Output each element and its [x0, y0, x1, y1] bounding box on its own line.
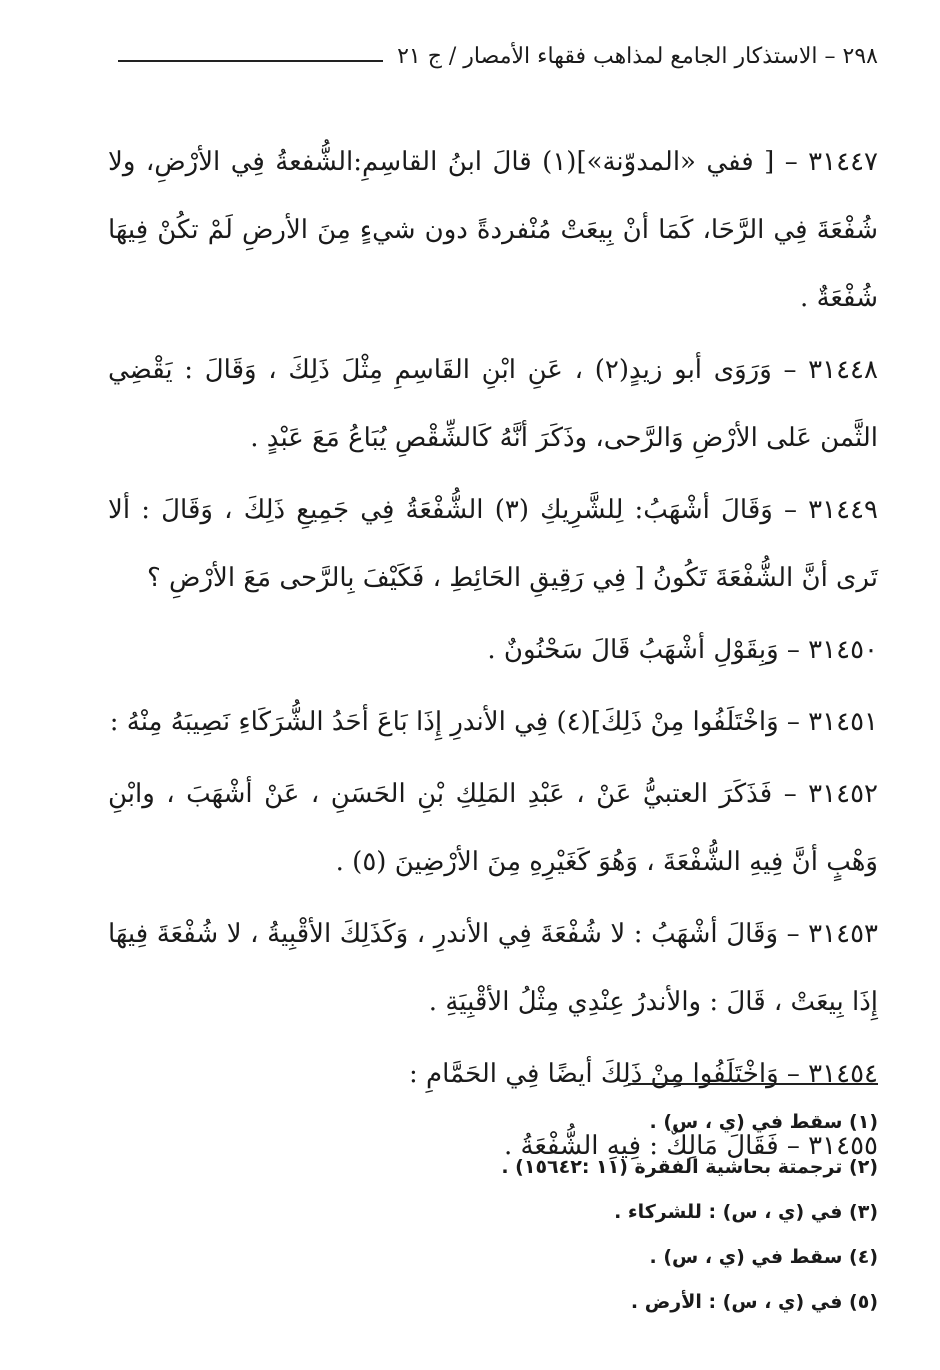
- page-header: [118, 36, 878, 76]
- paragraph-31455: ٣١٤٥٥ – فَقَالَ مَالِكٌ : فِيهِ الشُّفْعَةُ .: [504, 1131, 878, 1161]
- paragraph-31452: ٣١٤٥٢ – فَذَكَرَ العتبيُّ عَنْ ، عَبْدِ المَلِكِ بْنِ الحَسَنِ ، عَنْ أشْهَبَ ، وابْنِ وَهْبٍ أنَّ فِيهِ الشُّفْعَةَ ، وَهُوَ كَغَيْرِهِ مِنَ الأرْضِينَ (٥) .: [108, 779, 878, 877]
- paragraph-31451: ٣١٤٥١ – وَاخْتَلَفُوا مِنْ ذَلِكَ](٤) فِي الأندرِ إِذَا بَاعَ أحَدُ الشُّرَكَاءِ نَصِيبَهُ مِنْهُ :: [109, 707, 878, 737]
- footnote-3: (٣) في (ي ، س) : للشركاء .: [614, 1201, 878, 1223]
- header-rule: [118, 60, 383, 62]
- footnote-1: (١) سقط في (ي ، س) .: [649, 1111, 878, 1133]
- footnote-2: (٢) ترجمتة بحاشية الفقرة (١١ :١٥٦٤٢) .: [501, 1156, 878, 1178]
- paragraph-31453: ٣١٤٥٣ – وَقَالَ أشْهَبُ : لا شُفْعَةَ فِي الأندرِ ، وَكَذَلِكَ الأقْبِيةُ ، لا شُفْعَةَ فِيهَا إِذَا بِيعَتْ ، قَالَ : والأندرُ عِنْدِي مِثْلُ الأقْبِيَةِ .: [108, 919, 878, 1017]
- footnotes: [108, 1100, 878, 1325]
- footnote-5: (٥) في (ي ، س) : الأرض .: [630, 1291, 878, 1313]
- main-text: [108, 128, 878, 1184]
- paragraph-31449: ٣١٤٤٩ – وَقَالَ أشْهَبُ: لِلشَّرِيكِ (٣) الشُّفْعَةُ فِي جَمِيعِ ذَلِكَ ، وَقَالَ : ألا تَرى أنَّ الشُّفْعَةَ تَكُونُ [ فِي رَقِيقِ الحَائِطِ ، فَكَيْفَ بِالرَّحى مَعَ الأرْضِ ؟: [108, 495, 878, 593]
- paragraph-31450: ٣١٤٥٠ – وَبِقَوْلِ أشْهَبُ قَالَ سَحْنُونٌ .: [487, 635, 878, 665]
- footnote-4: (٤) سقط في (ي ، س) .: [649, 1246, 878, 1268]
- paragraph-31454: ٣١٤٥٤ – وَاخْتَلَفُوا مِنْ ذَلِكَ أيضًا فِي الحَمَّامِ :: [409, 1059, 878, 1089]
- paragraph-31448: ٣١٤٤٨ – وَرَوَى أبو زيدٍ(٢) ، عَنِ ابْنِ القَاسِمِ مِثْلَ ذَلِكَ ، وَقَالَ : يَقْضِي الثَّمن عَلى الأرْضِ وَالرَّحى، وذَكَرَ أنَّهُ كَالشِّقْصِ يُبَاعُ مَعَ عَبْدٍ .: [108, 355, 878, 453]
- paragraph-31447: ٣١٤٤٧ – [ ففي «المدوّنة»](١) قالَ ابنُ القاسِمِ:الشُّفعةُ فِي الأرْضِ، ولا شُفْعَةَ فِي الرَّحَا، كَمَا أنْ بِيعَتْ مُنْفردةً دون شيءٍ مِنَ الأرضِ لَمْ تكُنْ فِيهَا شُفْعَةٌ .: [108, 147, 878, 313]
- footnote-rule: [628, 1083, 878, 1085]
- running-header: ٢٩٨ – الاستذكار الجامع لمذاهب فقهاء الأمصار / ج ٢١: [397, 43, 878, 69]
